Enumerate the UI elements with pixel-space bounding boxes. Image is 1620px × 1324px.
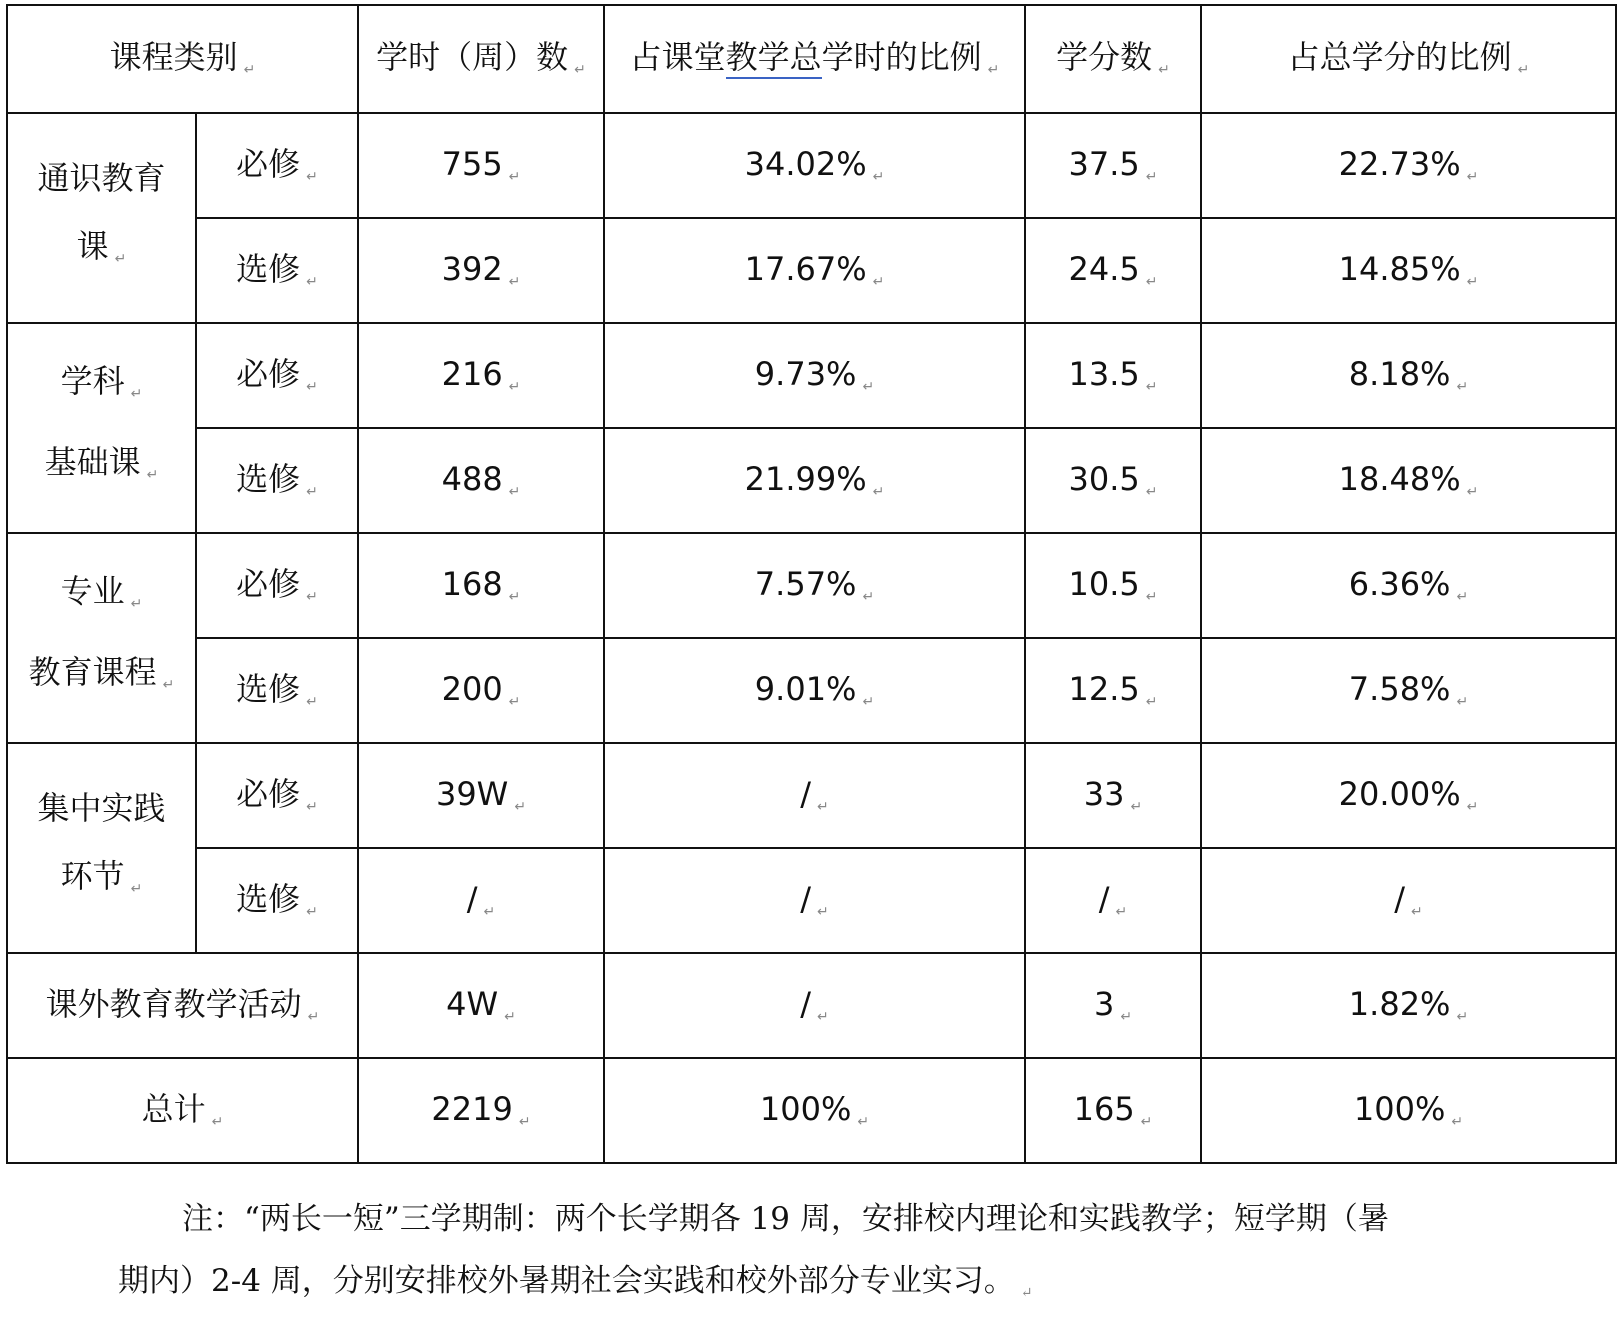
hours-cell: 2219 ↵ <box>358 1058 604 1163</box>
credit-ratio-cell: 100% ↵ <box>1201 1058 1616 1163</box>
hours-ratio-cell: 9.01% ↵ <box>604 638 1025 743</box>
extracurricular-label: 课外教育教学活动 ↵ <box>7 953 358 1058</box>
table-footnote: 注：“两长一短”三学期制：两个长学期各 19 周，安排校内理论和实践教学；短学期（暑 期内）2-4 周，分别安排校外暑期社会实践和校外部分专业实习。 ↵ <box>118 1201 1389 1301</box>
credits-cell: 24.5 ↵ <box>1025 218 1201 323</box>
course-type-cell: 选修 ↵ <box>196 218 358 323</box>
credit-ratio-cell: / ↵ <box>1201 848 1616 953</box>
hours-cell: / ↵ <box>358 848 604 953</box>
course-type-cell: 必修 ↵ <box>196 113 358 218</box>
hours-cell: 392 ↵ <box>358 218 604 323</box>
table-row <box>7 428 1616 533</box>
hours-ratio-cell: / ↵ <box>604 743 1025 848</box>
credits-cell: 30.5 ↵ <box>1025 428 1201 533</box>
category-cell: 专业 ↵ 教育课程 ↵ <box>7 533 196 743</box>
credits-cell: / ↵ <box>1025 848 1201 953</box>
course-type-cell: 必修 ↵ <box>196 323 358 428</box>
header-credits: 学分数 ↵ <box>1025 5 1201 113</box>
footnote-line-1: 注：“两长一短”三学期制：两个长学期各 19 周，安排校内理论和实践教学；短学期（暑 <box>182 1201 1389 1237</box>
course-type-cell: 必修 ↵ <box>196 743 358 848</box>
credit-ratio-cell: 14.85% ↵ <box>1201 218 1616 323</box>
credits-cell: 33 ↵ <box>1025 743 1201 848</box>
credits-cell: 13.5 ↵ <box>1025 323 1201 428</box>
spellcheck-underline: 教学总 <box>726 38 822 79</box>
table-header-row <box>7 5 1616 113</box>
hours-cell: 168 ↵ <box>358 533 604 638</box>
category-cell: 学科 ↵ 基础课 ↵ <box>7 323 196 533</box>
hours-ratio-cell: 9.73% ↵ <box>604 323 1025 428</box>
header-hours-ratio: 占课堂教学总学时的比例 ↵ <box>604 5 1025 113</box>
header-hours: 学时（周）数 ↵ <box>358 5 604 113</box>
curriculum-credit-table <box>6 4 1617 1164</box>
category-cell: 集中实践 环节 ↵ <box>7 743 196 953</box>
credit-ratio-cell: 7.58% ↵ <box>1201 638 1616 743</box>
extracurricular-row <box>7 953 1616 1058</box>
hours-ratio-cell: 7.57% ↵ <box>604 533 1025 638</box>
table-row <box>7 113 1616 218</box>
credit-ratio-cell: 18.48% ↵ <box>1201 428 1616 533</box>
credits-cell: 12.5 ↵ <box>1025 638 1201 743</box>
hours-ratio-cell: 100% ↵ <box>604 1058 1025 1163</box>
credit-ratio-cell: 8.18% ↵ <box>1201 323 1616 428</box>
hours-ratio-cell: 21.99% ↵ <box>604 428 1025 533</box>
credits-cell: 10.5 ↵ <box>1025 533 1201 638</box>
credits-cell: 3 ↵ <box>1025 953 1201 1058</box>
hours-ratio-cell: / ↵ <box>604 848 1025 953</box>
hours-cell: 488 ↵ <box>358 428 604 533</box>
table-row <box>7 533 1616 638</box>
credit-ratio-cell: 1.82% ↵ <box>1201 953 1616 1058</box>
course-type-cell: 选修 ↵ <box>196 638 358 743</box>
table-row <box>7 743 1616 848</box>
hours-cell: 755 ↵ <box>358 113 604 218</box>
header-credit-ratio: 占总学分的比例 ↵ <box>1201 5 1616 113</box>
credits-cell: 165 ↵ <box>1025 1058 1201 1163</box>
table-row <box>7 638 1616 743</box>
table-row <box>7 218 1616 323</box>
credit-ratio-cell: 20.00% ↵ <box>1201 743 1616 848</box>
hours-ratio-cell: / ↵ <box>604 953 1025 1058</box>
credit-ratio-cell: 6.36% ↵ <box>1201 533 1616 638</box>
hours-ratio-cell: 17.67% ↵ <box>604 218 1025 323</box>
hours-cell: 216 ↵ <box>358 323 604 428</box>
course-type-cell: 选修 ↵ <box>196 428 358 533</box>
table-row <box>7 323 1616 428</box>
hours-ratio-cell: 34.02% ↵ <box>604 113 1025 218</box>
credit-ratio-cell: 22.73% ↵ <box>1201 113 1616 218</box>
header-category: 课程类别 ↵ <box>7 5 358 113</box>
category-cell: 通识教育 课 ↵ <box>7 113 196 323</box>
table-row <box>7 848 1616 953</box>
hours-cell: 200 ↵ <box>358 638 604 743</box>
total-row <box>7 1058 1616 1163</box>
credits-cell: 37.5 ↵ <box>1025 113 1201 218</box>
hours-cell: 39W ↵ <box>358 743 604 848</box>
course-type-cell: 必修 ↵ <box>196 533 358 638</box>
footnote-line-2: 期内）2-4 周，分别安排校外暑期社会实践和校外部分专业实习。 <box>118 1263 1015 1299</box>
hours-cell: 4W ↵ <box>358 953 604 1058</box>
course-type-cell: 选修 ↵ <box>196 848 358 953</box>
total-label: 总计 ↵ <box>7 1058 358 1163</box>
